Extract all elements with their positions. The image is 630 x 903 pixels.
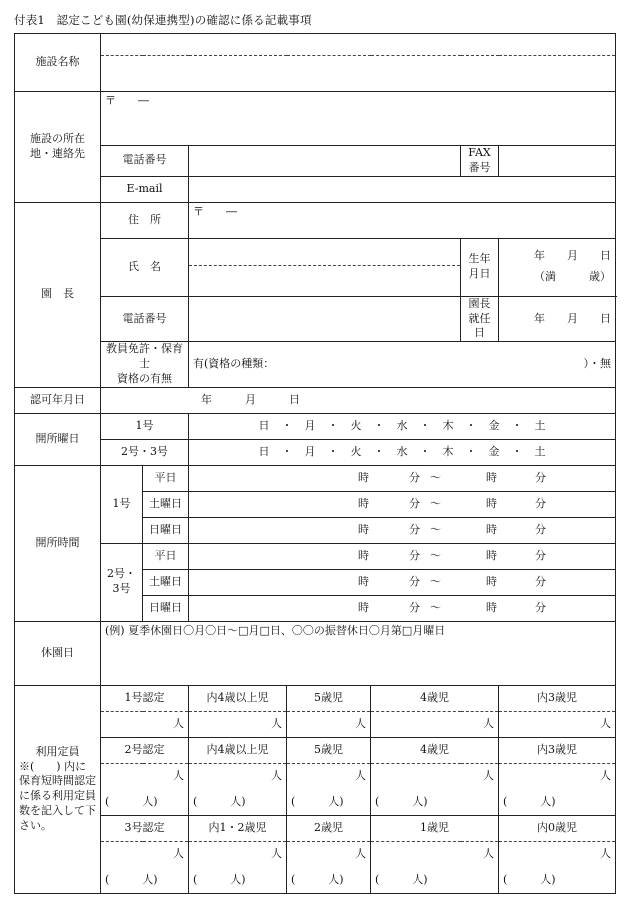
open-hours-daytype: 日曜日 (143, 517, 189, 543)
capacity-header: 内3歳児 (499, 685, 616, 711)
capacity-short-time-cell[interactable]: ( 人) (101, 789, 189, 815)
principal-address-label: 住 所 (101, 202, 189, 238)
open-days-group-2: 2号・3号 (101, 439, 189, 465)
facility-name-field[interactable] (101, 56, 616, 92)
capacity-header: 内3歳児 (499, 737, 616, 763)
facility-phone-label: 電話番号 (101, 146, 189, 177)
capacity-short-time-cell[interactable]: ( 人) (189, 789, 287, 815)
open-hours-daytype: 土曜日 (143, 491, 189, 517)
open-hours-row[interactable]: 時 分 ～ 時 分 (189, 465, 616, 491)
form-title: 付表1 認定こども園(幼保連携型)の確認に係る記載事項 (14, 13, 312, 27)
facility-email-label: E-mail (101, 176, 189, 202)
open-days-label: 開所曜日 (15, 413, 101, 465)
facility-name-label: 施設名称 (15, 34, 101, 92)
facility-location-label: 施設の所在 地・連絡先 (15, 92, 101, 203)
principal-name-label: 氏 名 (101, 238, 189, 296)
open-hours-group-1: 1号 (101, 465, 143, 543)
capacity-header: 2歳児 (287, 815, 371, 841)
facility-phone-field[interactable] (189, 146, 461, 177)
capacity-value-cell[interactable]: 人 (287, 841, 371, 867)
open-hours-daytype: 平日 (143, 543, 189, 569)
open-days-row-2[interactable]: 日 ・ 月 ・ 火 ・ 水 ・ 木 ・ 金 ・ 土 (189, 439, 616, 465)
capacity-header: 内1・2歳児 (189, 815, 287, 841)
capacity-header: 4歳児 (371, 685, 499, 711)
capacity-value-cell[interactable]: 人 (287, 763, 371, 789)
open-hours-row[interactable]: 時 分 ～ 時 分 (189, 491, 616, 517)
capacity-value-cell[interactable]: 人 (101, 711, 189, 737)
facility-email-field[interactable] (189, 176, 616, 202)
capacity-short-time-cell[interactable]: ( 人) (371, 789, 499, 815)
capacity-header: 内4歳以上児 (189, 685, 287, 711)
capacity-short-time-cell[interactable]: ( 人) (287, 789, 371, 815)
capacity-value-cell[interactable]: 人 (499, 711, 616, 737)
capacity-value-cell[interactable]: 人 (371, 763, 499, 789)
capacity-header: 5歳児 (287, 685, 371, 711)
open-hours-row[interactable]: 時 分 ～ 時 分 (189, 543, 616, 569)
holidays-field[interactable]: (例) 夏季休園日〇月〇日～□月□日、〇〇の振替休日〇月第□月曜日 (101, 621, 616, 685)
capacity-value-cell[interactable]: 人 (101, 841, 189, 867)
principal-phone-label: 電話番号 (101, 296, 189, 342)
capacity-value-cell[interactable]: 人 (189, 711, 287, 737)
capacity-value-cell[interactable]: 人 (101, 763, 189, 789)
capacity-value-cell[interactable]: 人 (371, 841, 499, 867)
facility-name-furigana-field[interactable] (101, 34, 616, 56)
open-hours-daytype: 平日 (143, 465, 189, 491)
capacity-label: 利用定員 ※( ) 内に 保育短時間認定 に係る利用定員 数を記入して下 さい。 (15, 685, 101, 893)
open-hours-label: 開所時間 (15, 465, 101, 621)
capacity-short-time-cell[interactable]: ( 人) (499, 789, 616, 815)
capacity-header: 3号認定 (101, 815, 189, 841)
capacity-value-cell[interactable]: 人 (371, 711, 499, 737)
principal-address-field[interactable] (189, 202, 616, 238)
holidays-label: 休園日 (15, 621, 101, 685)
principal-birth-label: 生年月日 (461, 238, 499, 296)
capacity-header: 2号認定 (101, 737, 189, 763)
capacity-value-cell[interactable]: 人 (189, 763, 287, 789)
open-days-row-1[interactable]: 日 ・ 月 ・ 火 ・ 水 ・ 木 ・ 金 ・ 土 (189, 413, 616, 439)
principal-appointment-label: 園長就任日 (461, 296, 499, 342)
approval-date-label: 認可年月日 (15, 387, 101, 413)
capacity-header: 5歳児 (287, 737, 371, 763)
registration-form-table (14, 33, 616, 894)
capacity-value-cell[interactable]: 人 (499, 763, 616, 789)
capacity-short-time-cell[interactable]: ( 人) (287, 867, 371, 893)
facility-address-field[interactable] (101, 92, 616, 146)
open-hours-row[interactable]: 時 分 ～ 時 分 (189, 595, 616, 621)
postal-mark: 〒 ― (193, 204, 237, 218)
capacity-header: 1歳児 (371, 815, 499, 841)
capacity-header: 内0歳児 (499, 815, 616, 841)
capacity-short-time-cell[interactable]: ( 人) (371, 867, 499, 893)
open-hours-group-2: 2号・ 3号 (101, 543, 143, 621)
postal-mark: 〒 ― (105, 94, 149, 107)
principal-name-field[interactable] (189, 238, 461, 296)
facility-fax-field[interactable] (499, 146, 616, 177)
capacity-header: 4歳児 (371, 737, 499, 763)
capacity-value-cell[interactable]: 人 (287, 711, 371, 737)
capacity-header: 内4歳以上児 (189, 737, 287, 763)
principal-appointment-field[interactable]: 年 月 日 (499, 296, 616, 342)
open-hours-row[interactable]: 時 分 ～ 時 分 (189, 569, 616, 595)
principal-license-label: 教員免許・保育士 資格の有無 (101, 342, 189, 388)
approval-date-field[interactable]: 年 月 日 (101, 387, 616, 413)
capacity-header: 1号認定 (101, 685, 189, 711)
open-hours-row[interactable]: 時 分 ～ 時 分 (189, 517, 616, 543)
principal-license-field[interactable]: 有(資格の種類： ）・無 (189, 342, 616, 388)
capacity-value-cell[interactable]: 人 (189, 841, 287, 867)
open-days-group-1: 1号 (101, 413, 189, 439)
capacity-value-cell[interactable]: 人 (499, 841, 616, 867)
capacity-short-time-cell[interactable]: ( 人) (189, 867, 287, 893)
principal-phone-field[interactable] (189, 296, 461, 342)
principal-label: 園 長 (15, 202, 101, 387)
capacity-short-time-cell[interactable]: ( 人) (499, 867, 616, 893)
principal-birth-field[interactable]: 年 月 日 （満 歳） (499, 238, 616, 296)
facility-fax-label: FAX番号 (461, 146, 499, 177)
capacity-short-time-cell[interactable]: ( 人) (101, 867, 189, 893)
open-hours-daytype: 日曜日 (143, 595, 189, 621)
open-hours-daytype: 土曜日 (143, 569, 189, 595)
